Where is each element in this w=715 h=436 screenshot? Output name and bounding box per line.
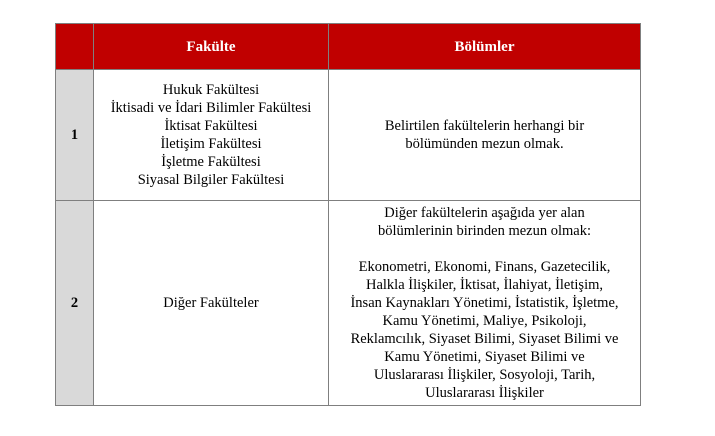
table-row [56,201,641,406]
requirements-table [55,23,641,406]
departments-intro-line: bölümlerinin birinden mezun olmak: [377,223,592,239]
table-row [56,70,641,201]
departments-list-line: Halkla İlişkiler, İktisat, İlahiyat, İletişim, [366,277,603,293]
departments-cell [329,201,641,406]
header-number-cell [56,24,94,70]
departments-list-line: Kamu Yönetimi, Siyaset Bilimi ve [384,349,585,365]
departments-cell [329,70,641,201]
departments-list-line: Reklamcılık, Siyaset Bilimi, Siyaset Bilimi ve [350,331,619,347]
faculty-cell [94,201,329,406]
departments-intro-line: Diğer fakültelerin aşağıda yer alan [384,205,585,221]
header-faculty-cell: Fakülte [94,24,329,70]
departments-list-line: Uluslararası İlişkiler, Sosyoloji, Tarih, [373,367,596,383]
departments-text-line: Belirtilen fakültelerin herhangi bir [384,118,585,134]
departments-text-line: bölümünden mezun olmak. [405,136,564,152]
row-number-cell: 1 [56,70,94,201]
departments-list-line: Uluslararası İlişkiler [425,385,544,401]
faculty-name: Hukuk Fakültesi [162,82,260,98]
departments-list-line: Ekonometri, Ekonomi, Finans, Gazetecilik, [358,259,611,275]
row-number-cell: 2 [56,201,94,406]
blank-spacer [333,240,636,258]
faculty-cell [94,70,329,201]
faculty-name: Siyasal Bilgiler Fakültesi [137,172,285,188]
header-departments-cell: Bölümler [329,24,641,70]
header-row [56,24,641,70]
faculty-name: İktisat Fakültesi [164,118,258,134]
faculty-name: İletişim Fakültesi [160,136,262,152]
faculty-name: İktisadi ve İdari Bilimler Fakültesi [110,100,312,116]
departments-list-line: İnsan Kaynakları Yönetimi, İstatistik, İşletme, [350,295,619,311]
faculty-name: İşletme Fakültesi [161,154,261,170]
faculty-name: Diğer Fakülteler [163,295,259,311]
departments-list-line: Kamu Yönetimi, Maliye, Psikoloji, [382,313,587,329]
